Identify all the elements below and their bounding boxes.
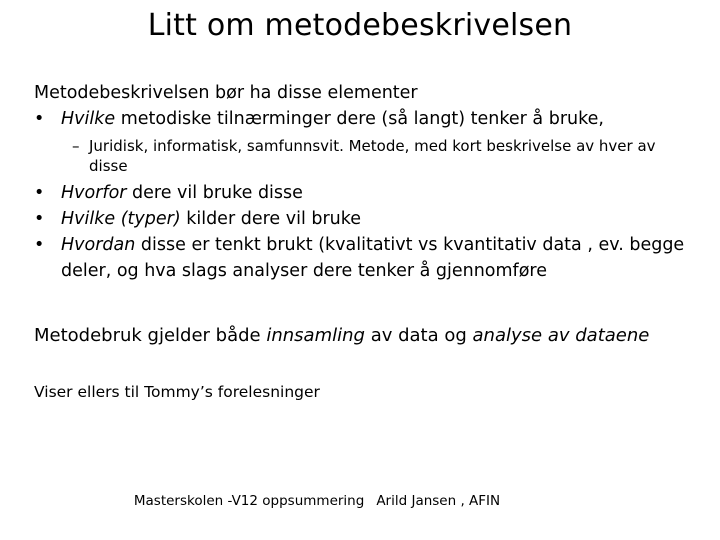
bullet-text: metodiske tilnærminger dere (så langt) tenker å bruke,: [115, 109, 604, 129]
bullet-emphasis: Hvordan: [61, 235, 136, 255]
sub-bullet-item: [34, 136, 659, 176]
bullet-item: [34, 206, 694, 232]
slide-footer: [0, 493, 634, 509]
sub-bullet-text: Juridisk, informatisk, samfunnsvit. Metode, med kort beskrivelse av hver av disse: [89, 137, 656, 175]
slide-title: Litt om metodebeskrivelsen: [147, 8, 573, 43]
bullet-emphasis: Hvilke: [61, 109, 116, 129]
footer-author: Arild Jansen , AFIN: [376, 493, 501, 509]
paragraph-emphasis: innsamling: [266, 325, 365, 346]
bullet-marker: •: [34, 183, 45, 203]
bullet-item: [34, 106, 694, 132]
intro-text: Metodebeskrivelsen bør ha disse elementer: [34, 83, 418, 103]
paragraph-emphasis: analyse av dataene: [472, 325, 650, 346]
bullet-emphasis: Hvilke (typer): [61, 209, 181, 229]
bullet-text: disse er tenkt brukt (kvalitativt vs kvantitativ data , ev. begge deler, og hva slags analyser dere tenker å gjennomføre: [61, 235, 685, 281]
bullet-item: [34, 232, 694, 284]
method-usage-paragraph: [34, 325, 649, 346]
reference-paragraph: Viser ellers til Tommy’s forelesninger: [34, 383, 320, 401]
bullet-text: kilder dere vil bruke: [180, 209, 362, 229]
bullet-marker: •: [34, 209, 45, 229]
bullet-marker: •: [34, 235, 45, 255]
bullet-emphasis: Hvorfor: [61, 183, 127, 203]
bullet-text: dere vil bruke disse: [126, 183, 303, 203]
paragraph-text: av data og: [364, 325, 473, 346]
sub-bullet-marker: –: [72, 137, 80, 155]
paragraph-text: Metodebruk gjelder både: [34, 325, 267, 346]
slide-body: [34, 80, 694, 284]
footer-course: Masterskolen -V12 oppsummering: [133, 493, 365, 509]
bullet-item: [34, 180, 694, 206]
bullet-marker: •: [34, 109, 45, 129]
